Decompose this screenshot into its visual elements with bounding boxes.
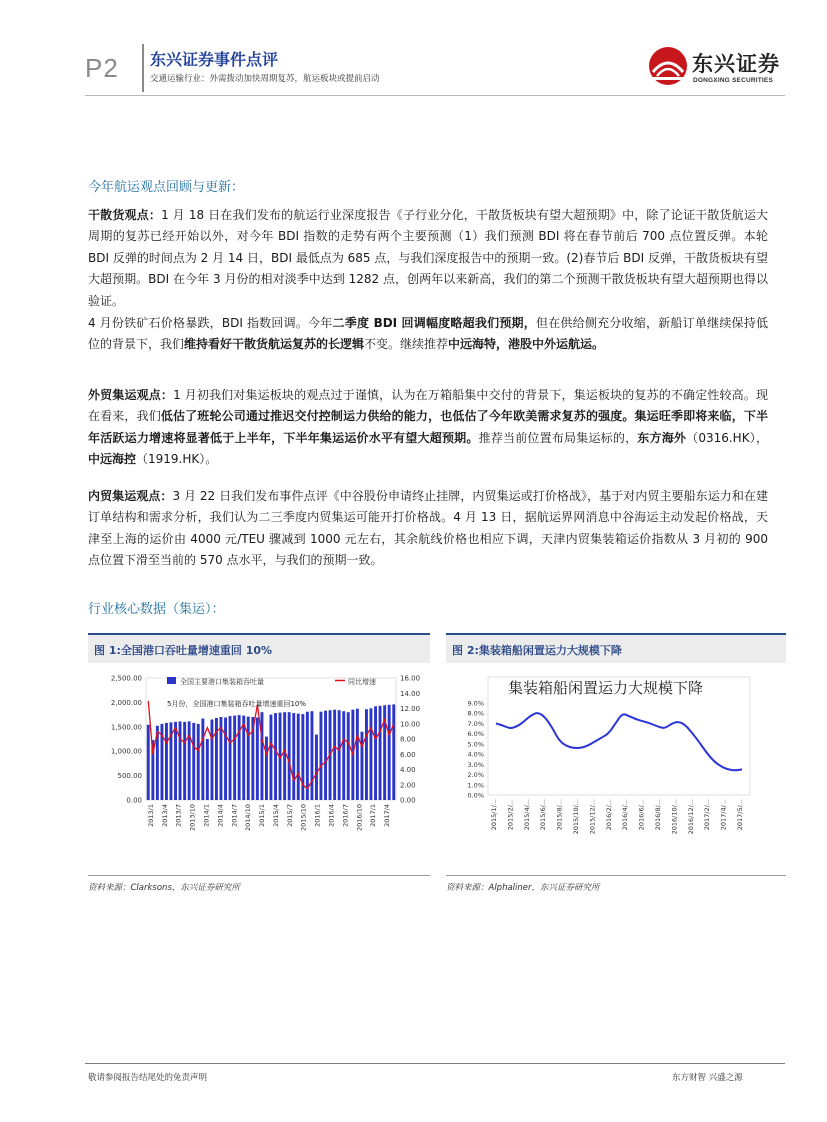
bar	[265, 737, 268, 800]
x-tick-label: 2016/10	[355, 804, 364, 832]
report-subtitle: 交通运输行业：外需拨动加快周期复苏，航运板块或提前启动	[150, 74, 380, 84]
figure-source: 资料来源：Clarksons，东兴证券研究所	[88, 883, 240, 893]
bar	[179, 721, 182, 800]
x-tick-label: 2015/8/...	[555, 799, 564, 831]
emphasis-text: 中远海特，港股中外运航运。	[448, 337, 605, 352]
bar	[356, 709, 359, 800]
y-tick-label: 3.0%	[467, 760, 484, 769]
y-tick-label-right: 16.00	[400, 674, 421, 683]
emphasis-text: 低估了班轮公司通过推迟交付控制运力供给的能力，也低估了今年欧美需求复苏的强度。集运旺季即将来临，下半年活跃运力增速将显著低于上半年，下半年集运运价水平有望大超预期。	[88, 409, 768, 445]
x-tick-label: 2013/7	[174, 804, 183, 827]
bar	[211, 720, 214, 801]
y-tick-label: 4.0%	[467, 750, 484, 759]
x-tick-label: 2016/10/...	[670, 799, 679, 835]
y-tick-label-right: 4.00	[400, 766, 416, 774]
logo-text-en: DONGXING SECURITIES	[693, 77, 774, 84]
x-tick-label: 2016/4/...	[621, 799, 630, 831]
y-tick-label-right: 8.00	[400, 735, 416, 744]
paragraph-label: 外贸集运观点：	[88, 388, 174, 402]
chart-idle-capacity	[446, 665, 786, 875]
x-tick-label: 2013/10	[188, 804, 197, 832]
x-tick-label: 2015/4/...	[522, 799, 531, 831]
bar	[342, 711, 345, 800]
figure-title: 图 1:全国港口吞吐量增速重回 10%	[94, 644, 273, 657]
bar	[292, 713, 295, 800]
x-tick-label: 2014/7	[230, 804, 239, 827]
figure-title-bar	[88, 633, 430, 663]
company-logo	[648, 46, 788, 92]
section-title-review: 今年航运观点回顾与更新：	[88, 180, 245, 195]
y-tick-label: 9.0%	[467, 699, 484, 708]
x-tick-label: 2015/1/...	[490, 799, 498, 831]
bar	[174, 722, 177, 800]
y-tick-label-right: 0.00	[400, 796, 416, 805]
footer-slogan: 东方财智 兴盛之源	[672, 1073, 743, 1083]
bar	[183, 722, 186, 800]
x-tick-label: 2017/4	[383, 804, 392, 827]
y-tick-label: 8.0%	[467, 709, 484, 718]
paragraph-text: （1919.HK）。	[136, 452, 218, 467]
bar	[224, 718, 227, 801]
x-tick-label: 2017/4/...	[719, 799, 728, 831]
paragraph-text: 3 月 22 日我们发布事件点评《中谷股份申请终止挂牌，内贸集运或打价格战》，基于对内贸主要船东运力和在建订单结构和需求分析，我们认为二三季度内贸集运可能开打价格战。4 月 13 日，据航运界网消息中谷海运主动发起价格战，天津至上海的运价由 4000 元/TEU 骤减到 1000 元左右，其余航线价格也相应下调，天津内贸集装箱运价指数从 3 月初的 900 点位置下滑至当前的 570 点水平，与我们的预期一致。	[88, 489, 769, 568]
bar	[370, 708, 373, 800]
bar	[311, 711, 314, 800]
bar	[333, 710, 336, 800]
bar	[256, 718, 259, 801]
bar	[261, 712, 264, 800]
x-tick-label: 2015/4	[271, 804, 280, 827]
x-tick-label: 2016/12/...	[686, 799, 695, 835]
y-tick-label-left: 1,500.00	[110, 723, 142, 732]
y-tick-label-right: 10.00	[400, 720, 421, 729]
bar	[283, 712, 286, 800]
x-tick-label: 2015/7	[285, 804, 294, 827]
chart-annotation: 5月份，全国港口集装箱吞吐量增速重回10%	[167, 700, 307, 708]
x-tick-label: 2013/1	[146, 804, 155, 827]
paragraph-text: 1 月 18 日在我们发布的航运行业深度报告《子行业分化，干散货板块有望大超预期》中，除了论证干散货航运大周期的复苏已经开始以外，对今年 BDI 指数的走势有两个主要预测（1）我们预测 BDI 将在春节前后 700 点位置反弹。本轮 BDI 反弹的时间点为 2 月 14 日，BDI 最低点为 685 点，与我们深度报告中的预期一致。(2)春节后 BDI 反弹，干散货板块有望大超预期。BDI 在今年 3 月份的相对淡季中达到 1282 点，创两年以来新高，我们的第二个预测干散货板块有望大超预期也得以验证。	[88, 208, 768, 308]
y-tick-label-left: 2,000.00	[110, 698, 142, 707]
figure-1	[88, 633, 430, 898]
bar	[274, 713, 277, 800]
logo-text-cn: 东兴证券	[692, 52, 780, 76]
y-tick-label: 6.0%	[467, 730, 484, 739]
bar	[238, 715, 241, 800]
y-tick-label-left: 2,500.00	[110, 674, 142, 683]
paragraph-text: 1 月初我们对集运板块的观点过于谨慎，认为在万箱船集中交付的背景下，集运板块的复苏的不确定性较高。现在看来，我们	[88, 388, 768, 424]
bar	[374, 706, 377, 800]
x-tick-label: 2014/10	[244, 804, 253, 832]
logo-emblem-icon	[648, 46, 688, 86]
x-tick-label: 2017/2/...	[703, 799, 712, 831]
chart-port-throughput	[88, 665, 430, 875]
paragraph-dry-bulk-2	[88, 313, 768, 356]
stock-name: 东方海外	[637, 430, 687, 445]
figure-source-rule	[88, 875, 430, 876]
bar	[242, 716, 245, 800]
paragraph-text: 不变。继续推荐	[364, 337, 449, 352]
y-tick-label-right: 6.00	[400, 750, 416, 759]
x-tick-label: 2015/10	[299, 804, 308, 832]
bar	[365, 709, 368, 800]
paragraph-text: 但在供给侧充分收缩，新船订单继续保持低位的背景下，我们	[88, 316, 768, 352]
x-tick-label: 2014/1	[202, 804, 211, 827]
report-type: 东兴证券事件点评	[150, 50, 279, 69]
bar	[392, 704, 395, 800]
figure-2	[446, 633, 786, 898]
legend-label-line: 同比增速	[348, 678, 376, 686]
bar	[147, 725, 150, 800]
x-tick-label: 2013/4	[160, 804, 169, 827]
y-tick-label: 2.0%	[467, 771, 484, 780]
section-title-core-data: 行业核心数据（集运）：	[88, 602, 225, 617]
legend-swatch-bar	[167, 677, 176, 684]
x-tick-label: 2017/1	[369, 804, 378, 827]
header-rule	[85, 95, 785, 96]
x-tick-label: 2016/4	[327, 804, 336, 827]
footer-rule	[85, 1063, 785, 1064]
bar	[338, 710, 341, 800]
bar	[201, 719, 204, 801]
x-tick-label: 2016/6/...	[637, 799, 646, 831]
bar	[361, 732, 364, 800]
x-tick-label: 2015/10/...	[572, 799, 580, 835]
bar	[301, 714, 304, 800]
legend-label-bar: 全国主要港口集装箱吞吐量	[180, 678, 264, 686]
x-tick-label: 2016/2/...	[604, 799, 613, 831]
x-tick-label: 2016/8/...	[654, 799, 662, 831]
paragraph-domestic	[88, 486, 768, 572]
stock-name: 中远海控	[88, 452, 137, 467]
bar	[188, 721, 191, 800]
bar	[192, 723, 195, 800]
bar	[315, 735, 318, 800]
x-tick-label: 2016/1	[313, 804, 322, 827]
bar	[206, 739, 209, 800]
bar	[270, 715, 273, 800]
bar	[379, 706, 382, 800]
x-tick-label: 2015/6/...	[539, 799, 548, 831]
x-tick-label: 2017/5/...	[736, 799, 744, 831]
header-divider	[142, 44, 144, 92]
x-tick-label: 2015/2/...	[506, 799, 515, 831]
bar	[347, 712, 350, 800]
y-tick-label-left: 500.00	[117, 772, 142, 781]
bar	[324, 711, 327, 800]
bar	[229, 716, 232, 800]
y-tick-label: 1.0%	[467, 781, 484, 790]
paragraph-text: 4 月份铁矿石价格暴跌，BDI 指数回调。今年	[88, 316, 333, 330]
y-tick-label: 5.0%	[467, 740, 484, 749]
bar	[233, 716, 236, 800]
bar	[197, 724, 200, 800]
x-tick-label: 2014/4	[216, 804, 225, 827]
footer-disclaimer: 敬请参阅报告结尾处的免责声明	[88, 1073, 208, 1083]
y-tick-label-left: 0.00	[126, 796, 142, 805]
bar	[388, 705, 391, 800]
x-tick-label: 2015/1	[258, 804, 267, 827]
y-tick-label-left: 1,000.00	[110, 747, 142, 756]
y-tick-label-right: 12.00	[400, 705, 421, 713]
page-number: P2	[85, 53, 119, 83]
bar	[165, 723, 168, 800]
bar	[247, 717, 250, 800]
figure-title-bar	[446, 633, 786, 663]
figure-source-rule	[446, 875, 786, 876]
emphasis-text: 维持看好干散货航运复苏的长逻辑	[184, 337, 365, 352]
y-tick-label: 0.0%	[467, 791, 484, 800]
chart-title: 集装箱船闲置运力大规模下降	[508, 679, 704, 697]
y-tick-label-right: 2.00	[400, 781, 416, 790]
paragraph-label: 内贸集运观点：	[88, 489, 173, 503]
x-tick-label: 2015/12/...	[588, 799, 597, 835]
paragraph-text: （0316.HK），	[686, 430, 768, 445]
page-header	[0, 0, 827, 100]
figure-title: 图 2:集装箱船闲置运力大规模下降	[452, 644, 622, 657]
bar	[320, 712, 323, 800]
paragraph-label: 干散货观点：	[88, 208, 162, 222]
bar	[288, 712, 291, 800]
bar	[297, 714, 300, 800]
figure-source: 资料来源：Alphaliner，东兴证券研究所	[446, 883, 600, 893]
y-tick-label-right: 14.00	[400, 689, 421, 698]
paragraph-container	[88, 385, 768, 471]
x-tick-label: 2016/7	[341, 804, 350, 827]
emphasis-text: 二季度 BDI 回调幅度略超我们预期，	[332, 316, 536, 330]
paragraph-dry-bulk-1	[88, 205, 768, 312]
paragraph-text: 推荐当前位置布局集运标的，	[478, 430, 638, 445]
y-tick-label: 7.0%	[467, 719, 484, 728]
